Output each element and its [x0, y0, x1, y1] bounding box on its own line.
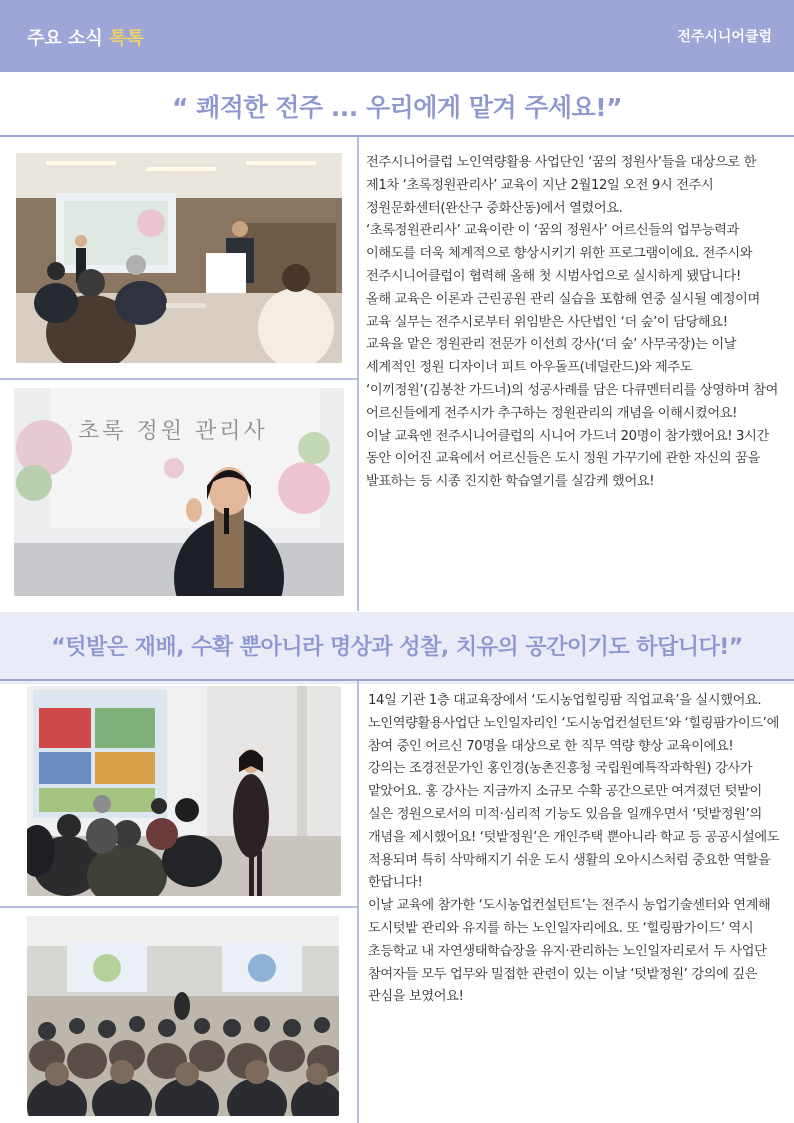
divider — [0, 679, 794, 681]
page-header — [0, 0, 794, 72]
article1-paragraph: 교육을 맡은 정원관리 전문가 이선희 강사(‘더 숲’ 사무국장)는 이날 세계적인 정원 디자이너 피트 아우돌프(네덜란드)와 제주도 ‘이끼정원’(김봉찬 가드너)의 성공사례를 담은 다큐멘터리를 상영하며 참여 어르신들에게 전주시가 추구하는 정원관리의 개념을 이해시켰어요! — [366, 337, 778, 421]
lecture-photo — [27, 686, 341, 896]
article2-paragraph: 이날 교육에 참가한 ‘도시농업컨설턴트’는 전주시 농업기술센터와 연계해 도시텃밭 관리와 유지를 하는 노인일자리에요. 또 ‘힐링팜가이드’ 역시 초등학교 내 자연생태학습장을 유지·관리하는 노인일자리로서 두 사업단 참여자들 모두 업무와 밀접한 관련이 있는 이날 ‘텃밭정원’ 강의에 깊은 관심을 보였어요! — [368, 898, 771, 1005]
section-title — [27, 24, 144, 50]
article2-paragraph: 14일 기관 1층 대교육장에서 ‘도시농업힐링팜 직업교육’을 실시했어요. 노인역량활용사업단 노인일자리인 ‘도시농업컨설턴트’와 ‘힐링팜가이드’에 참여 중인 어르신 70명을 대상으로 한 직무 역량 향상 교육이에요! — [368, 693, 779, 754]
article1-paragraph: ‘초록정원관리사’ 교육이란 이 ‘꿈의 정원사’ 어르신들의 업무능력과 이해도를 더욱 체계적으로 향상시키기 위한 프로그램이에요. 전주시와 전주시니어클럽이 협력해 올해 첫 시범사업으로 실시하게 됐답니다! — [366, 223, 753, 284]
article1-body — [366, 152, 782, 494]
article1-headline: “ 쾌적한 전주 ... 우리에게 맡겨 주세요!” — [171, 93, 623, 122]
divider — [0, 135, 794, 137]
photo-divider — [0, 378, 357, 380]
classroom-photo — [16, 153, 342, 363]
club-name: 전주시니어클럽 — [677, 29, 772, 45]
column-divider — [357, 137, 359, 611]
article1-paragraph: 올해 교육은 이론과 근린공원 관리 실습을 포함해 연중 실시될 예정이며 교육 실무는 전주시로부터 위임받은 사단법인 ‘더 숲’이 담당해요! — [366, 291, 760, 330]
photo-divider — [0, 906, 357, 908]
section-title-main: 주요 소식 — [27, 28, 103, 49]
projector-screen-text: 초록 정원 관리사 — [78, 419, 268, 444]
article2-paragraph: 강의는 조경전문가인 홍인경(농촌진흥청 국립원예특작과학원) 강사가 맡았어요. 홍 강사는 지금까지 소규모 수확 공간으로만 여겨졌던 텃밭이 실은 정원으로서의 미적·심리적 기능도 있음을 일깨우면서 ‘텃밭정원’의 개념을 제시했어요! ‘텃밭정원’은 개인주택 뿐아니라 학교 등 공공시설에도 적용되며 특히 삭막해지기 쉬운 도시 생활의 오아시스처럼 중요한 역할을 한답니다! — [368, 761, 780, 891]
column-divider — [357, 681, 359, 1123]
article2-headline: “텃밭은 재배, 수확 뿐아니라 명상과 성찰, 치유의 공간이기도 하답니다!” — [51, 635, 743, 660]
speaker-photo — [14, 388, 344, 596]
article2-body — [368, 690, 780, 1009]
section-title-accent: 톡톡 — [109, 28, 144, 49]
article1-paragraph: 이날 교육엔 전주시니어클럽의 시니어 가드너 20명이 참가했어요! 3시간 동안 이어진 교육에서 어르신들은 도시 정원 가꾸기에 관한 자신의 꿈을 발표하는 등 시종 진지한 학습열기를 실감케 했어요! — [366, 428, 769, 490]
audience-photo — [27, 916, 339, 1116]
article1-paragraph: 전주시니어클럽 노인역량활용 사업단인 ‘꿈의 정원사’들을 대상으로 한 제1차 ‘초록정원관리사’ 교육이 지난 2월12일 오전 9시 전주시 정원문화센터(완산구 중화산동)에서 열렸어요. — [366, 155, 757, 216]
